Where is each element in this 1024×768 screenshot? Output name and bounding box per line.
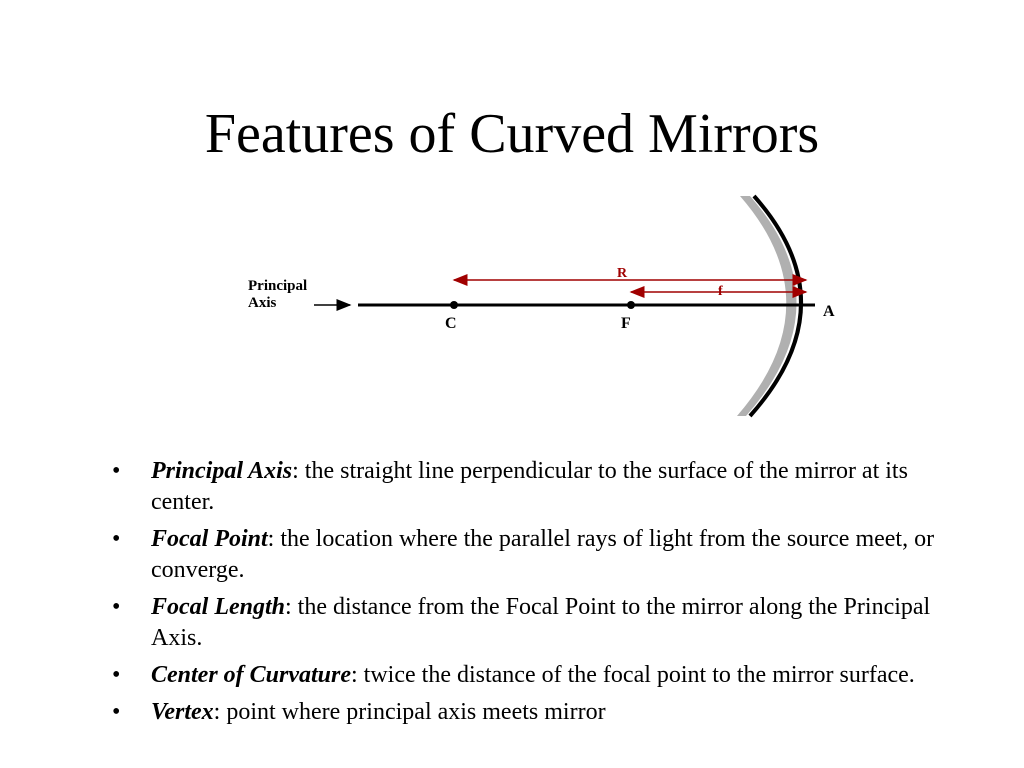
definition-focal-length: : the distance from the Focal Point to the mirror along the Principal Axis. [151, 594, 931, 651]
point-f-label: F [621, 315, 631, 332]
radius-label: R [617, 266, 628, 281]
list-item [112, 524, 942, 586]
term-vertex: Vertex [151, 699, 214, 725]
term-principal-axis: Principal Axis [151, 458, 293, 484]
bullet-icon: • [112, 662, 121, 688]
mirror-diagram-svg [240, 192, 880, 452]
definition-principal-axis: : the straight line perpendicular to the surface of the mirror at its center. [151, 458, 908, 515]
definition-focal-point: : the location where the parallel rays of light from the source meet, or converge. [151, 526, 935, 583]
point-c-label: C [445, 315, 457, 332]
bullet-icon: • [112, 699, 121, 725]
list-item [112, 697, 942, 728]
axis-label-axis: Axis [248, 295, 277, 311]
center-of-curvature-dot [450, 301, 458, 309]
bullet-icon: • [112, 458, 121, 484]
term-focal-point: Focal Point [151, 526, 268, 552]
mirror-diagram [240, 192, 880, 452]
focal-point-dot [627, 301, 635, 309]
list-item [112, 592, 942, 654]
list-item [112, 660, 942, 691]
focal-length-label: f [718, 284, 723, 299]
point-a-label: A [823, 303, 835, 320]
definitions-list [112, 456, 942, 734]
definition-vertex: : point where principal axis meets mirror [213, 699, 606, 725]
axis-label-principal: Principal [248, 278, 308, 294]
slide-title: Features of Curved Mirrors [204, 103, 820, 165]
bullet-icon: • [112, 526, 121, 552]
list-item [112, 456, 942, 518]
term-focal-length: Focal Length [151, 594, 286, 620]
term-center-of-curvature: Center of Curvature [151, 662, 352, 688]
definition-center-of-curvature: : twice the distance of the focal point to the mirror surface. [351, 662, 915, 688]
bullet-icon: • [112, 594, 121, 620]
